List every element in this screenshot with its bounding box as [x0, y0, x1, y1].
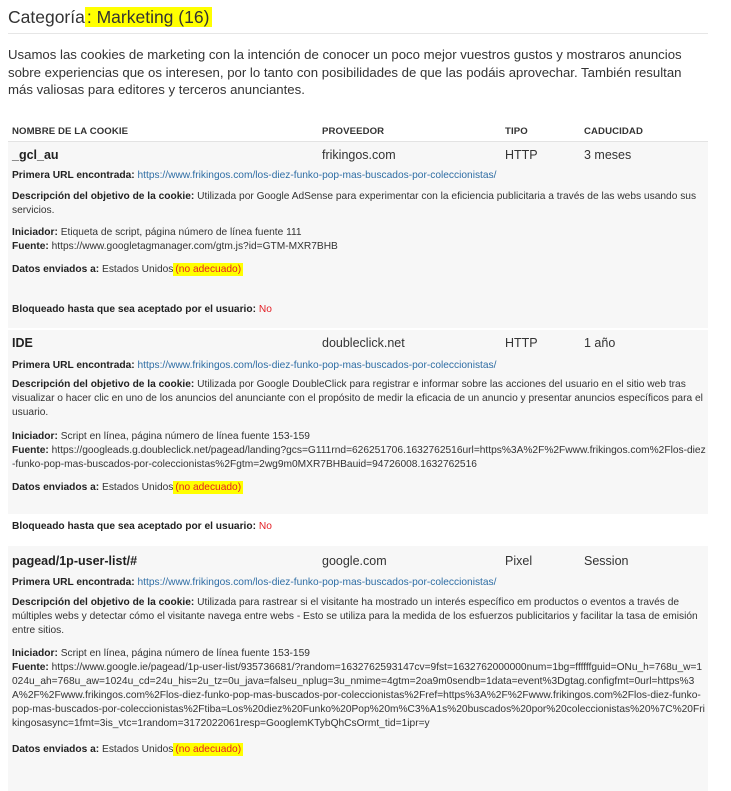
blocked-label: Bloqueado hasta que sea aceptado por el usuario: [12, 521, 256, 532]
first-url-line [12, 169, 706, 183]
cookie-provider: google.com [322, 554, 387, 568]
initiator-label: Iniciador: [12, 227, 58, 238]
description-label: Descripción del objetivo de la cookie: [12, 379, 195, 390]
cookie-expiry: 1 año [584, 336, 616, 350]
description-text: Utilizada por Google DoubleClick para registrar e informar sobre las acciones del usuario en el sitio web tras visualizar o hacer clic en uno de los anuncios del anunciante con el propósito de medir la eficacia de un anuncio y presentar anuncios específicos para el usuario. [12, 379, 703, 418]
first-url-line [12, 576, 706, 590]
category-prefix: Categoría [8, 7, 85, 27]
column-header-name: NOMBRE DE LA COOKIE [12, 126, 129, 137]
blocked-value: No [258, 304, 272, 315]
description-text: Utilizada para rastrear si el visitante ha mostrado un interés específico em productos o eventos a través de múltiples webs y detectar cómo el visitante navega entre webs - Esto se utiliza para la medida de los esfuerzos publicitarios y facilitar la tasa de emisión entre sitios. [12, 597, 698, 636]
blocked-line [12, 303, 706, 317]
data-sent-country: Estados Unidos [102, 482, 174, 493]
data-sent-flag: (no adecuado) [175, 482, 242, 493]
source-line [12, 444, 706, 472]
data-sent-flag: (no adecuado) [175, 264, 242, 275]
first-url-link[interactable]: https://www.frikingos.com/los-diez-funko-pop-mas-buscados-por-coleccionistas/ [137, 360, 497, 371]
first-url-link[interactable]: https://www.frikingos.com/los-diez-funko-pop-mas-buscados-por-coleccionistas/ [137, 577, 497, 588]
data-sent-country: Estados Unidos [102, 744, 174, 755]
data-sent-label: Datos enviados a: [12, 264, 100, 275]
data-sent-line [12, 743, 706, 757]
category-heading [8, 6, 212, 28]
first-url-link[interactable]: https://www.frikingos.com/los-diez-funko-pop-mas-buscados-por-coleccionistas/ [137, 170, 497, 181]
column-header-expiry: CADUCIDAD [584, 126, 643, 137]
source-label: Fuente: [12, 662, 49, 673]
data-sent-label: Datos enviados a: [12, 482, 100, 493]
column-header-type: TIPO [505, 126, 528, 137]
blocked-value: No [258, 521, 272, 532]
initiator-line [12, 226, 706, 240]
initiator-text: Etiqueta de script, página número de línea fuente 111 [60, 227, 302, 238]
data-sent-line [12, 263, 706, 277]
source-label: Fuente: [12, 445, 49, 456]
initiator-text: Script en línea, página número de línea fuente 153-159 [60, 648, 310, 659]
first-url-label: Primera URL encontrada: [12, 577, 135, 588]
cookie-provider: doubleclick.net [322, 336, 405, 350]
blocked-label: Bloqueado hasta que sea aceptado por el usuario: [12, 304, 256, 315]
source-text: https://googleads.g.doubleclick.net/pagead/landing?gcs=G111rnd=626251706.1632762516url=https%3A%2F%2Fwww.frikingos.com%2Flos-diez-funko-pop-mas-buscados-por-coleccionistas%2Fgtm=2wg9m0MXR7BHBauid=94726008.1632762516 [12, 445, 706, 470]
initiator-label: Iniciador: [12, 431, 58, 442]
initiator-label: Iniciador: [12, 648, 58, 659]
blocked-line [12, 520, 706, 534]
category-title: : Marketing (16) [85, 7, 213, 27]
category-description: Usamos las cookies de marketing con la intención de conocer un poco mejor vuestros gustos y mostraros anuncios sobre experiencias que os interesen, por lo tanto con posibilidades de que las podáis aprovechar. También resultan más valiosas para editores y terceros anunciantes. [8, 47, 682, 97]
heading-divider [8, 33, 708, 34]
data-sent-country: Estados Unidos [102, 264, 174, 275]
initiator-text: Script en línea, página número de línea fuente 153-159 [60, 431, 310, 442]
description-line [12, 190, 706, 218]
first-url-label: Primera URL encontrada: [12, 170, 135, 181]
cookie-provider: frikingos.com [322, 148, 396, 162]
first-url-label: Primera URL encontrada: [12, 360, 135, 371]
source-line [12, 240, 706, 254]
source-text: https://www.google.ie/pagead/1p-user-list/935736681/?random=1632762593147cv=9fst=1632762000000num=1bg=ffffffguid=ONu_h=768u_w=1024u_ah=768u_aw=1024u_cd=24u_his=2u_tz=0u_java=falseu_nplug=3u_nmime=4gtm=2oa9m0sendb=1data=event%3Dgtag.configfmt=0url=https%3A%2F%2Fwww.frikingos.com%2Flos-diez-funko-pop-mas-buscados-por-coleccionistas%2Fref=https%3A%2F%2Fwww.frikingos.com%2Flos-diez-funko-pop-mas-buscados-por-coleccionistas%2Ftiba=Los%20diez%20Funko%20Pop%20m%C3%A1s%20buscados%20por%20coleccionistas%20%7C%20Frikingosasync=1fmt=3is_vtc=1random=3172022061resp=GooglemKTybQhCsOrmt_tid=1ipr=y [12, 662, 705, 729]
first-url-line [12, 359, 706, 373]
initiator-line [12, 647, 706, 661]
source-line [12, 661, 706, 731]
description-label: Descripción del objetivo de la cookie: [12, 191, 195, 202]
data-sent-label: Datos enviados a: [12, 744, 100, 755]
cookie-type: HTTP [505, 336, 538, 350]
cookie-type: Pixel [505, 554, 533, 568]
column-header-provider: PROVEEDOR [322, 126, 385, 137]
cookie-expiry: 3 meses [584, 148, 632, 162]
initiator-line [12, 430, 706, 444]
cookie-name: pagead/1p-user-list/# [12, 554, 138, 568]
cookie-name: IDE [12, 336, 33, 350]
description-label: Descripción del objetivo de la cookie: [12, 597, 195, 608]
description-line [12, 596, 706, 638]
row-footer-band [8, 497, 708, 514]
source-text: https://www.googletagmanager.com/gtm.js?id=GTM-MXR7BHB [51, 241, 338, 252]
description-line [12, 378, 706, 420]
cookie-name: _gcl_au [12, 148, 59, 162]
source-label: Fuente: [12, 241, 49, 252]
data-sent-line [12, 481, 706, 495]
cookie-expiry: Session [584, 554, 629, 568]
data-sent-flag: (no adecuado) [175, 744, 242, 755]
description-text: Utilizada por Google AdSense para experimentar con la eficiencia publicitaria a través de las webs usando sus servicios. [12, 191, 697, 216]
cookie-type: HTTP [505, 148, 538, 162]
